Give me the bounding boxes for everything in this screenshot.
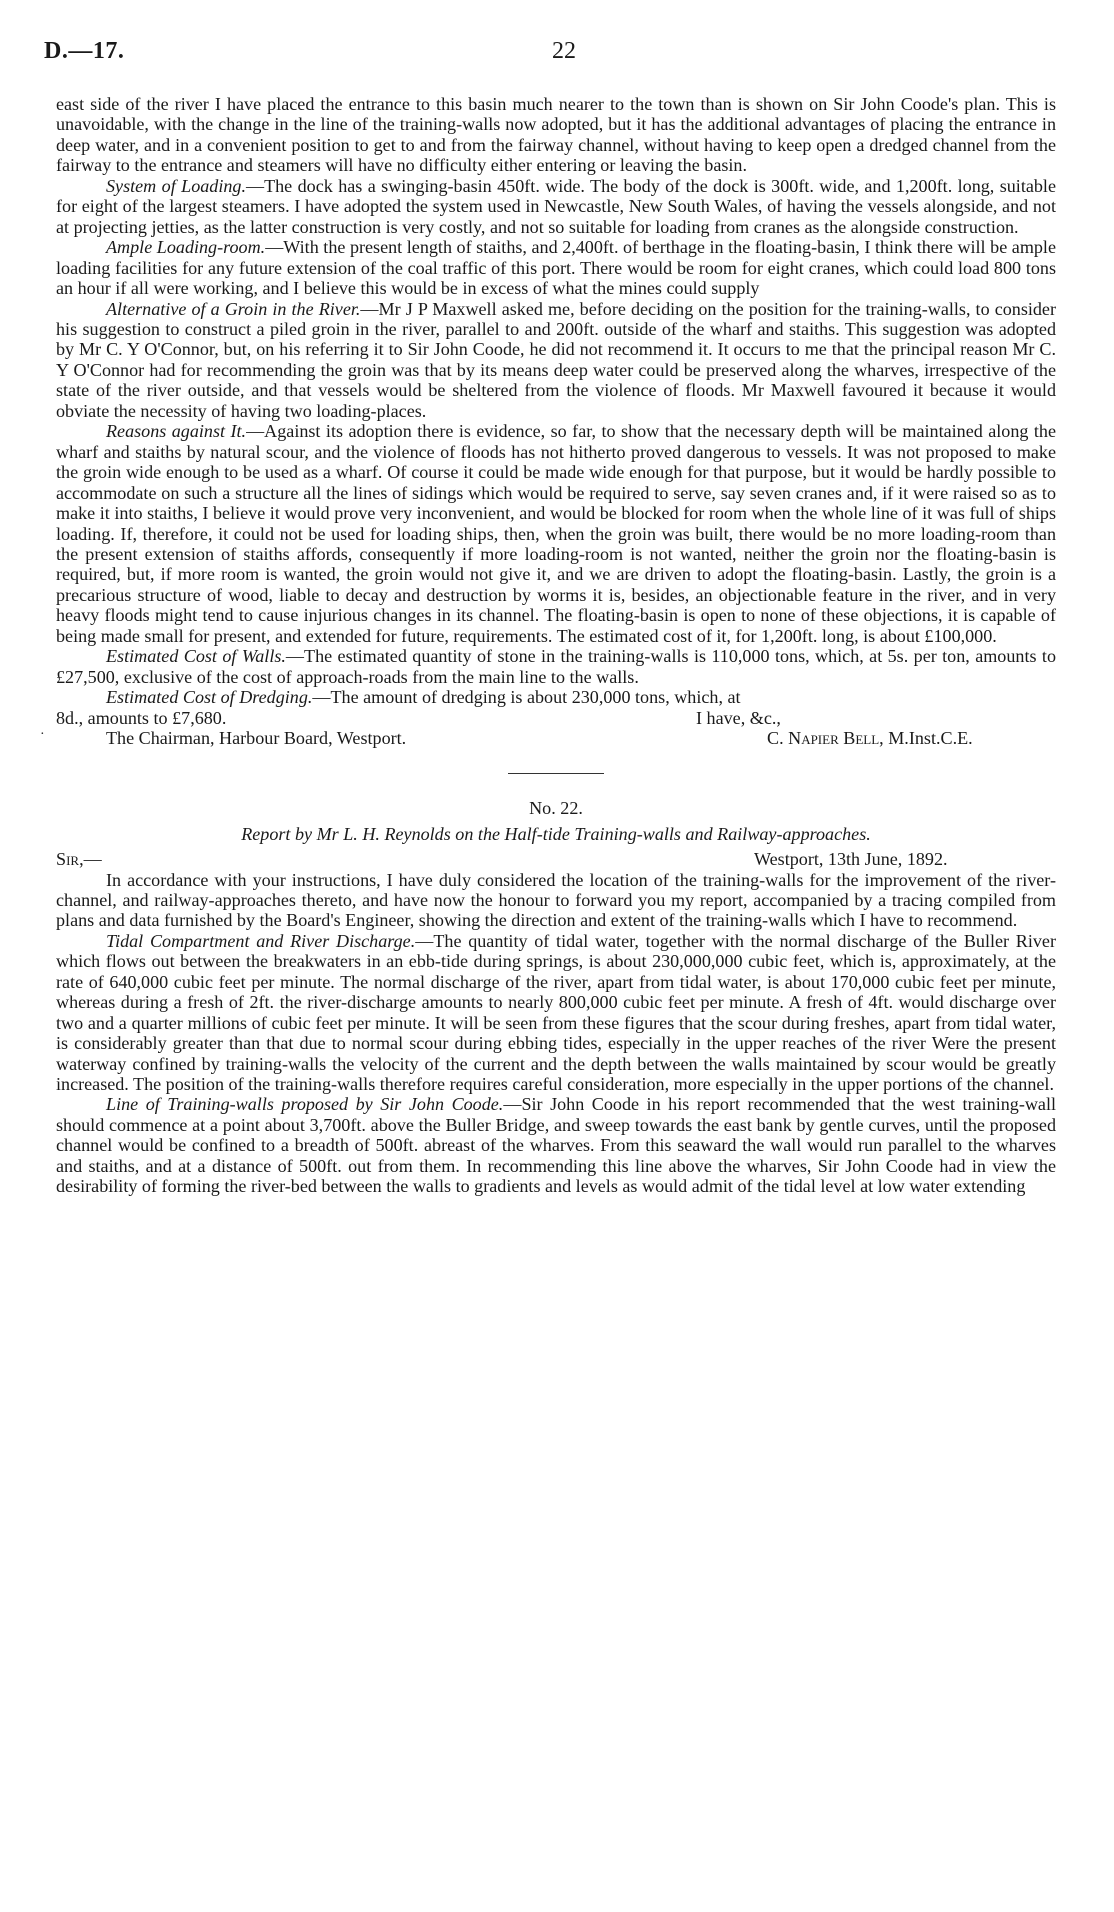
paragraph-basin-entrance: east side of the river I have placed the entrance to this basin much nearer to the town than is shown on Sir John Coode's plan. This is unavoidable, with the change in the line of the training-walls now adopted, but it has the additional advantages of placing the entrance in deep water, and in a convenient position to get to and from the fairway channel, without having to keep open a dredged channel from the fairway to the entrance and steamers will have no difficulty either entering or leaving the basin. <box>56 94 1056 176</box>
dredging-amount: 8d., amounts to £7,680. <box>56 707 227 728</box>
paragraph-coode-line <box>56 1094 1056 1196</box>
text-tidal-compartment: —The quantity of tidal water, together with the normal discharge of the Buller River which flows out between the breakwaters in an ebb-tide during springs, is about 230,000,000 cubic feet, which is, approximately, at the rate of 640,000 cubic feet per minute. The normal discharge of the river, apart from tidal water, is about 170,000 cubic feet per minute, whereas during a fresh of 2ft. the river-discharge amounts to nearly 800,000 cubic feet per minute. A fresh of 4ft. would discharge over two and a quarter millions of cubic feet per minute. It will be seen from these figures that the scour during freshes, apart from tidal water, is considerably greater than that due to normal scour during ebbing tides, especially in the upper reaches of the river Were the present waterway confined by training-walls the velocity of the current and the depth between the walls maintained by scour would be greatly increased. The position of the training-walls therefore requires careful consideration, more especially in the upper portions of the channel. <box>56 930 1056 1095</box>
paragraph-cost-of-dredging <box>56 687 1056 707</box>
signature-block <box>56 708 1056 749</box>
signatory-initial: C. <box>767 727 789 748</box>
report-title: Report by Mr L. H. Reynolds on the Half-tide Training-walls and Railway-approaches. <box>241 824 871 845</box>
text-cost-of-dredging: —The amount of dredging is about 230,000 tons, which, at <box>312 687 741 708</box>
paragraph-ample-loading-room <box>56 237 1056 298</box>
heading-system-of-loading: System of Loading. <box>106 175 246 196</box>
salutation-dateline <box>56 849 1056 870</box>
report-number: No. 22. <box>529 797 583 818</box>
heading-coode-line: Line of Training-walls proposed by Sir John Coode. <box>106 1094 504 1115</box>
heading-reasons-against: Reasons against It. <box>106 421 247 442</box>
heading-tidal-compartment: Tidal Compartment and River Discharge. <box>106 930 416 951</box>
heading-ample-loading-room: Ample Loading-room. <box>106 237 266 258</box>
signatory-name: Napier Bell <box>788 727 880 748</box>
section-divider <box>508 773 604 774</box>
paragraph-tidal-compartment <box>56 931 1056 1095</box>
document-reference: D.—17. <box>44 38 125 64</box>
paragraph-alternative-groin <box>56 299 1056 422</box>
signatory <box>767 728 973 748</box>
heading-alternative-groin: Alternative of a Groin in the River. <box>106 298 361 319</box>
page-header <box>44 38 1066 70</box>
margin-mark: · <box>40 727 45 742</box>
paragraph-system-of-loading <box>56 176 1056 237</box>
paragraph-instructions: In accordance with your instructions, I have duly considered the location of the training-walls for the improvement of the river-channel, and railway-approaches thereto, and have now the honour to forward you my report, accompanied by a tracing compiled from plans and data furnished by the Board's Engineer, showing the direction and extent of the training-walls which I have to recommend. <box>56 869 1056 931</box>
paragraph-cost-of-walls <box>56 646 1056 687</box>
salutation: Sir,— <box>56 848 102 869</box>
text-alternative-groin: —Mr J P Maxwell asked me, before deciding on the position for the training-walls, to consider his suggestion to construct a piled groin in the river, parallel to and 200ft. outside of the wharf and staiths. This suggestion was adopted by Mr C. Y O'Connor, but, on his referring it to Sir John Coode, he did not recommend it. It occurs to me that the principal reason Mr C. Y O'Connor had for recommending the groin was that by its means deep water could be preserved along the wharves, irrespective of the state of the river outside, and that vessels would be sheltered from the violence of floods. Mr Maxwell favoured it because it would obviate the necessity of having two loading-places. <box>56 298 1056 421</box>
addressee: The Chairman, Harbour Board, Westport. <box>106 727 407 748</box>
text-ample-loading-room: —With the present length of staiths, and 2,400ft. of berthage in the floating-basin, I think there will be ample loading facilities for any future extension of the coal traffic of this port. There would be room for eight cranes, which could load 800 tons an hour if all were working, and I believe this would be in excess of what the mines could supply <box>56 237 1056 299</box>
heading-cost-of-walls: Estimated Cost of Walls. <box>106 646 286 667</box>
text-reasons-against: —Against its adoption there is evidence, so far, to show that the necessary depth will be maintained along the wharf and staiths by natural scour, and the violence of floods has not hitherto proved dangerous to vessels. It was not proposed to make the groin wide enough to be used as a wharf. Of course it could be made wide enough for that purpose, but it would be hardly possible to accommodate on such a structure all the lines of sidings which would be required to serve, say seven cranes and, if it were raised so as to make it into staiths, I believe it would prove very inconvenient, and would be blocked for room when the whole line of it was full of ships loading. If, therefore, it could not be used for loading ships, then, when the groin was built, there would be no more loading-room than the present extension of staiths affords, consequently if more loading-room is not wanted, neither the groin nor the floating-basin is required, but, if more room is wanted, the groin would not give it, and we are driven to adopt the floating-basin. Lastly, the groin is a precarious structure of wood, liable to decay and destruction by worms it is, besides, an objectionable feature in the river, and in very heavy floods might tend to cause injurious changes in its channel. The floating-basin is open to none of these objections, it is capable of being made small for present, and extended for future, requirements. The estimated cost of it, for 1,200ft. long, is about £100,000. <box>56 421 1056 646</box>
text-cost-of-walls: —The estimated quantity of stone in the training-walls is 110,000 tons, which, at 5s. per ton, amounts to £27,500, exclusive of the cost of approach-roads from the main line to the walls. <box>56 646 1056 687</box>
text-coode-line: —Sir John Coode in his report recommended that the west training-wall should commence at a point about 3,700ft. above the Buller Bridge, and sweep towards the east bank by gentle curves, until the proposed channel would be confined to a breadth of 500ft. abreast of the wharves. From this seaward the wall would run parallel to the wharves and staiths, and at a distance of 500ft. out from them. In recommending this line above the wharves, Sir John Coode had in view the desirability of forming the river-bed between the walls to gradients and levels as would admit of the tidal level at low water extending <box>56 1094 1056 1197</box>
signatory-suffix: , M.Inst.C.E. <box>879 727 973 748</box>
dateline: Westport, 13th June, 1892. <box>754 848 948 869</box>
heading-cost-of-dredging: Estimated Cost of Dredging. <box>106 687 313 708</box>
closing-phrase: I have, &c., <box>696 707 781 728</box>
text-system-of-loading: —The dock has a swinging-basin 450ft. wide. The body of the dock is 300ft. wide, and 1,200ft. long, suitable for eight of the largest steamers. I have adopted the system used in Newcastle, New South Wales, of having the vessels alongside, and not at projecting jetties, as the latter construction is very costly, and not so suitable for loading from cranes as the alongside construction. <box>56 175 1056 237</box>
paragraph-reasons-against <box>56 421 1056 646</box>
page-number: 22 <box>552 38 576 64</box>
body-text <box>56 94 1056 1197</box>
